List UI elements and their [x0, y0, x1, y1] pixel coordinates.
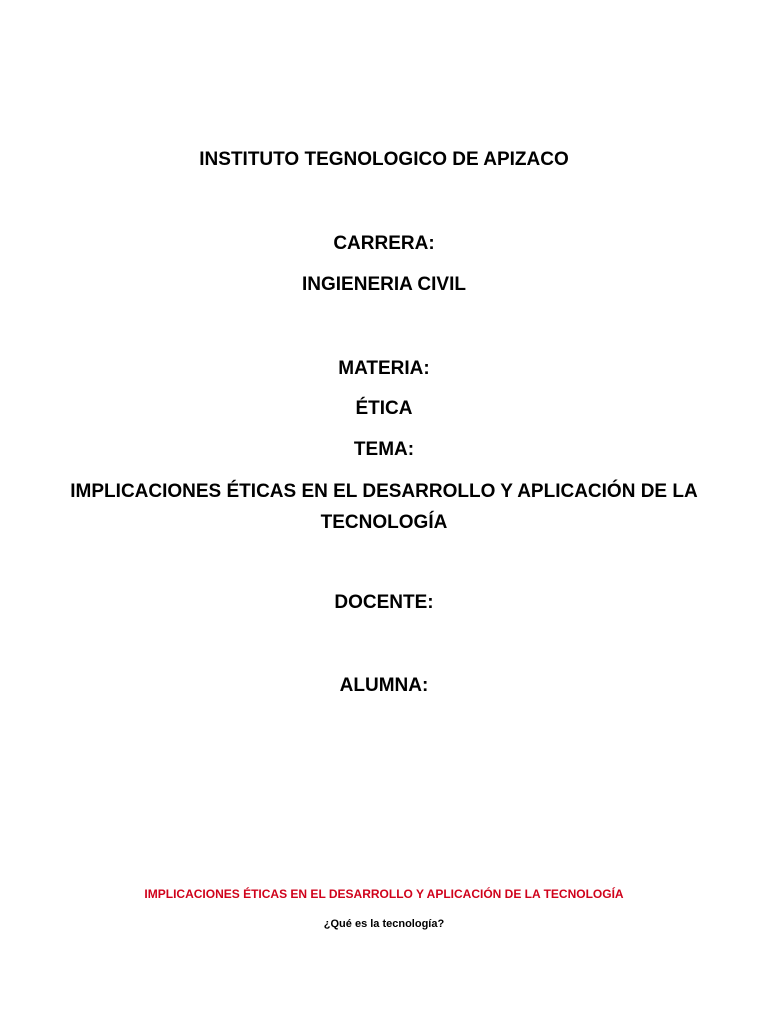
section-question: ¿Qué es la tecnología? — [323, 918, 445, 930]
carrera-value: INGIENERIA CIVIL — [302, 274, 466, 295]
tema-label: TEMA: — [353, 439, 415, 460]
tema-value: IMPLICACIONES ÉTICAS EN EL DESARROLLO Y APLICACIÓN DE LA TECNOLOGÍA — [70, 481, 698, 533]
docente-label: DOCENTE: — [334, 592, 434, 613]
alumna-label: ALUMNA: — [339, 675, 429, 696]
materia-value: ÉTICA — [355, 398, 413, 419]
carrera-label: CARRERA: — [333, 233, 435, 254]
institution-name: INSTITUTO TEGNOLOGICO DE APIZACO — [199, 149, 569, 170]
materia-label: MATERIA: — [338, 358, 430, 379]
section-title: IMPLICACIONES ÉTICAS EN EL DESARROLLO Y APLICACIÓN DE LA TECNOLOGÍA — [144, 887, 624, 901]
